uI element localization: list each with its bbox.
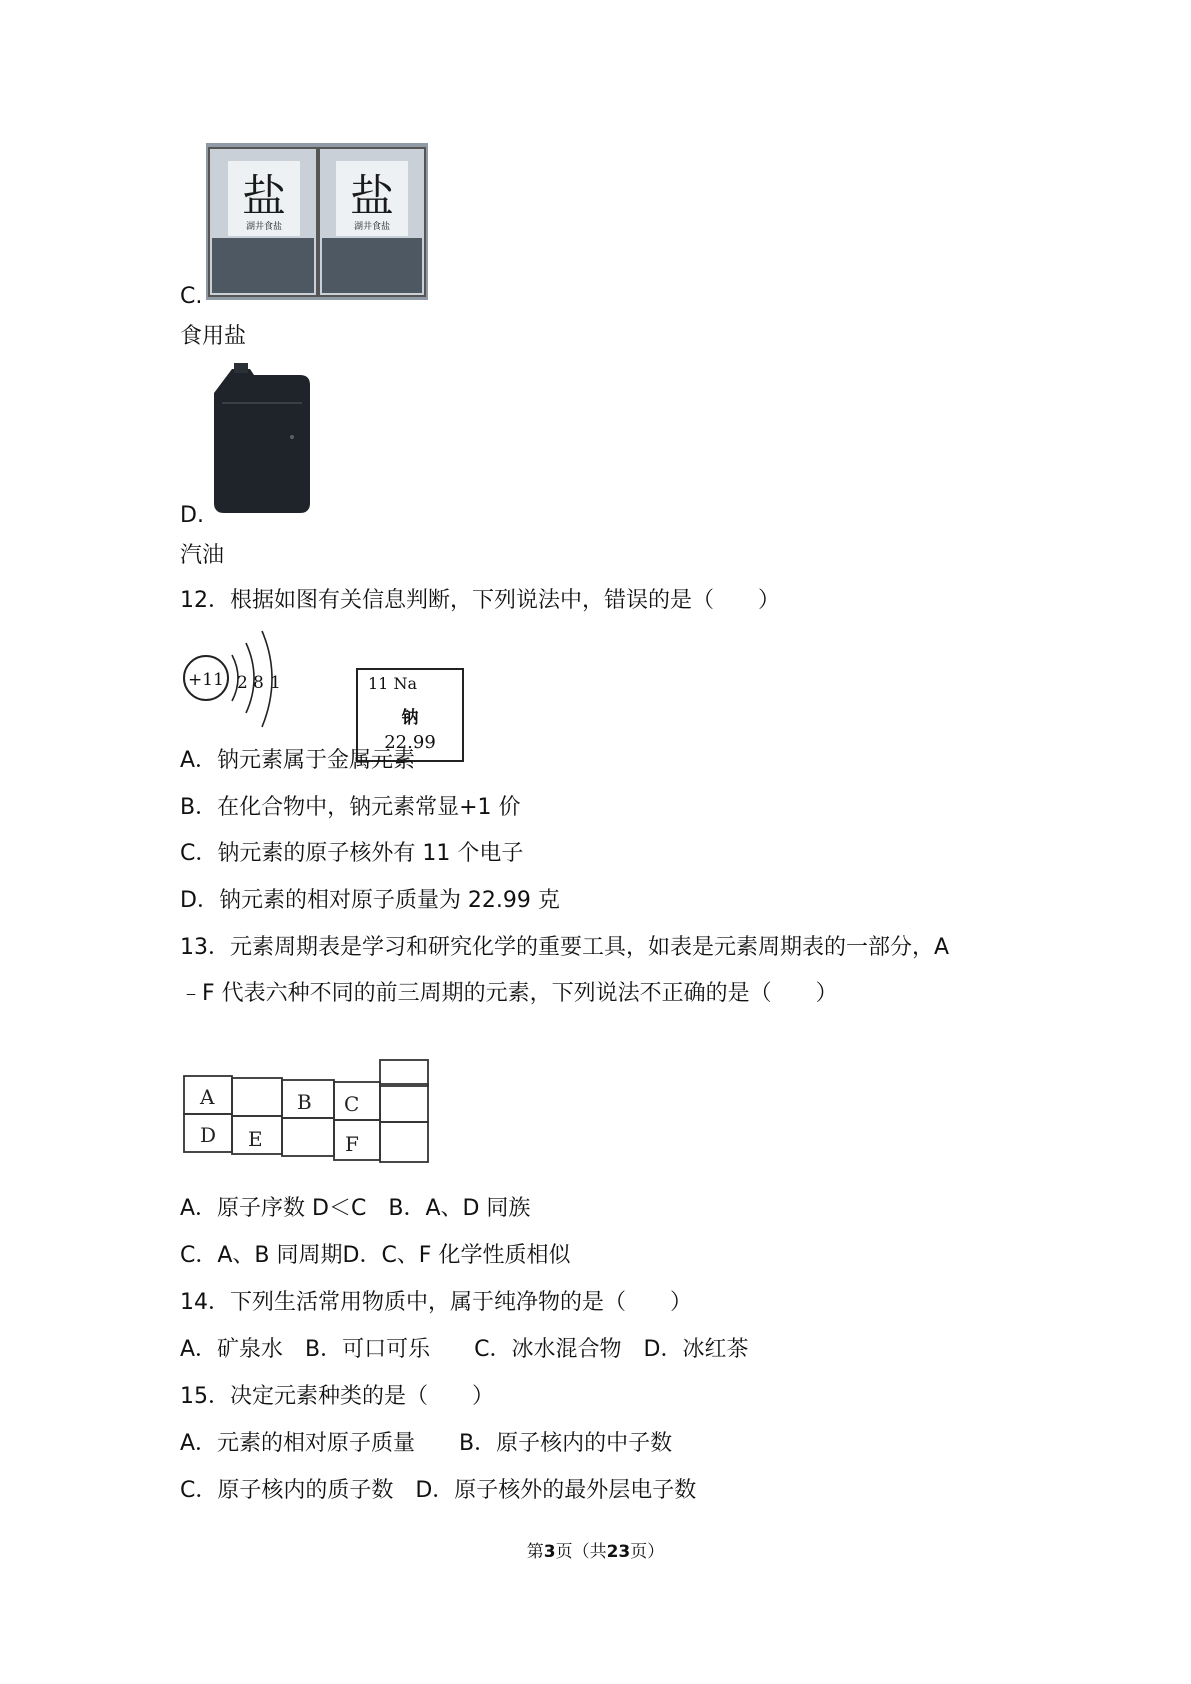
q13-stem-line-2: ﹣F 代表六种不同的前三周期的元素，下列说法不正确的是（ ） bbox=[180, 981, 838, 1006]
q13-options-line-1: A．原子序数 D＜C B．A、D 同族 bbox=[180, 1196, 531, 1221]
cell-a-label: A bbox=[200, 1085, 215, 1109]
option-c-caption: 食用盐 bbox=[180, 324, 247, 349]
shell-3-count: 1 bbox=[270, 673, 281, 693]
q12-option-d: D．钠元素的相对原子质量为 22.99 克 bbox=[180, 888, 560, 913]
salt-bag-char-1: 盐 bbox=[242, 171, 286, 222]
option-d-letter: D. bbox=[180, 503, 204, 528]
page-footer bbox=[0, 1537, 1191, 1562]
nucleus-charge: +11 bbox=[188, 670, 224, 690]
sodium-atom-diagram bbox=[180, 625, 300, 737]
cell-e-label: E bbox=[248, 1127, 263, 1151]
q12-option-a: A．钠元素属于金属元素 bbox=[180, 748, 416, 773]
cell-f-label: F bbox=[345, 1132, 359, 1156]
shell-1-count: 2 bbox=[237, 673, 248, 693]
cell-b-label: B bbox=[297, 1090, 312, 1114]
cell-d-label: D bbox=[200, 1123, 217, 1147]
footer-prefix: 第 bbox=[526, 1542, 544, 1562]
periodic-table-fragment bbox=[182, 1058, 434, 1186]
salt-bag-subtext-1: 湖井食盐 bbox=[245, 222, 283, 232]
q12-stem: 12．根据如图有关信息判断，下列说法中，错误的是（ ） bbox=[180, 588, 780, 613]
element-number-symbol: 11 Na bbox=[368, 674, 417, 693]
option-d-caption: 汽油 bbox=[180, 543, 225, 568]
q15-options-line-2: C．原子核内的质子数 D．原子核外的最外层电子数 bbox=[180, 1478, 697, 1503]
element-name: 钠 bbox=[401, 708, 419, 728]
q15-stem: 15．决定元素种类的是（ ） bbox=[180, 1384, 494, 1409]
q12-option-c: C．钠元素的原子核外有 11 个电子 bbox=[180, 841, 524, 866]
shell-2-count: 8 bbox=[253, 673, 264, 693]
element-mass: 22.99 bbox=[384, 732, 436, 753]
salt-bag-subtext-2: 湖井食盐 bbox=[353, 222, 391, 232]
footer-suffix: 页） bbox=[630, 1542, 665, 1562]
footer-middle: 页（共 bbox=[555, 1542, 607, 1562]
gasoline-can-image bbox=[210, 363, 312, 515]
q14-options: A．矿泉水 B．可口可乐 C．冰水混合物 D．冰红茶 bbox=[180, 1337, 749, 1362]
cell-c-label: C bbox=[344, 1092, 360, 1116]
option-c-letter: C. bbox=[180, 284, 203, 309]
q14-stem: 14．下列生活常用物质中，属于纯净物的是（ ） bbox=[180, 1290, 692, 1315]
salt-bag-char-2: 盐 bbox=[350, 171, 394, 222]
q13-stem-line-1: 13．元素周期表是学习和研究化学的重要工具，如表是元素周期表的一部分，A bbox=[180, 935, 950, 960]
footer-page-number: 3 bbox=[543, 1542, 556, 1562]
q12-option-b: B．在化合物中，钠元素常显+1 价 bbox=[180, 795, 521, 820]
salt-bags-image bbox=[206, 143, 428, 300]
footer-total-pages: 23 bbox=[606, 1542, 631, 1562]
q15-options-line-1: A．元素的相对原子质量 B．原子核内的中子数 bbox=[180, 1431, 673, 1456]
q13-options-line-2: C．A、B 同周期D．C、F 化学性质相似 bbox=[180, 1243, 571, 1268]
